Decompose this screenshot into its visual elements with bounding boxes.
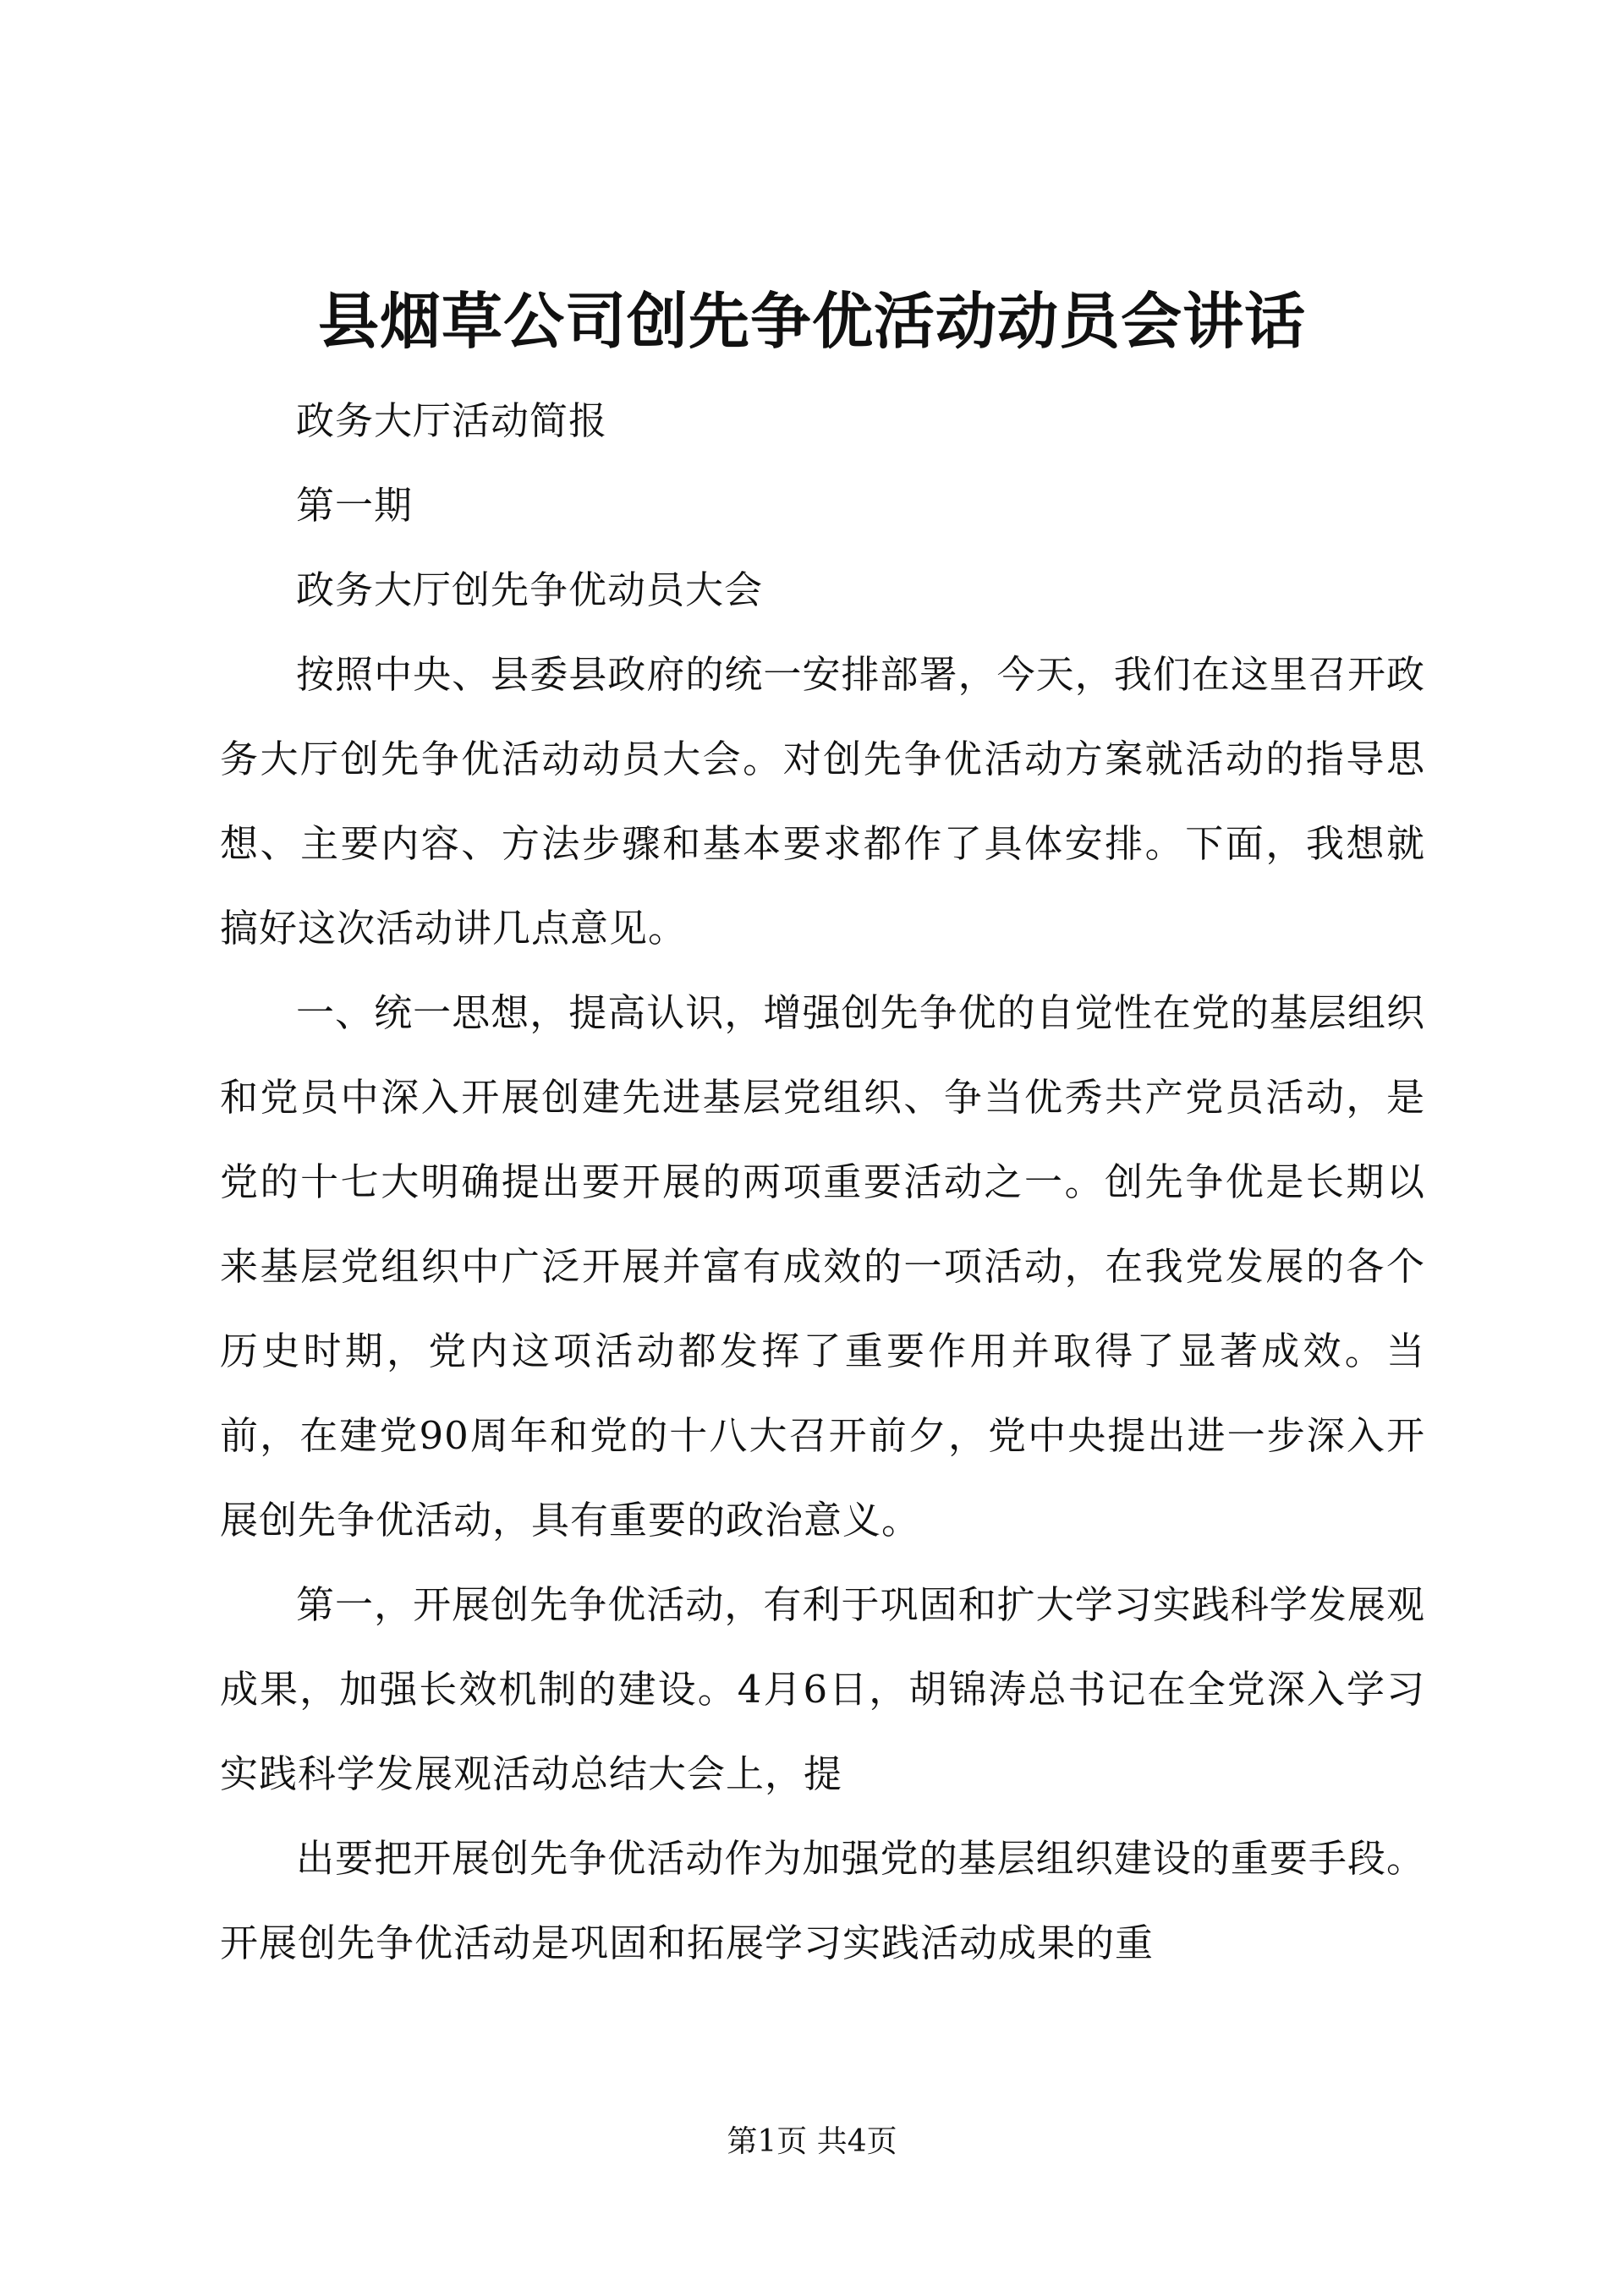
paragraph-continuation: 出要把开展创先争优活动作为加强党的基层组织建设的重要手段。开展创先争优活动是巩固和拓展学习实践活动成果的重 <box>220 1836 1425 1965</box>
paragraph-meeting-name: 政务大厅创先争优动员大会 <box>296 567 764 612</box>
document-body <box>220 379 1425 1986</box>
paragraph-section-one: 一、统一思想，提高认识，增强创先争优的自觉性在党的基层组织和党员中深入开展创建先进基层党组织、争当优秀共产党员活动，是党的十七大明确提出要开展的两项重要活动之一。创先争优是长期以来基层党组织中广泛开展并富有成效的一项活动，在我党发展的各个历史时期，党内这项活动都发挥了重要作用并取得了显著成效。当前，在建党90周年和党的十八大召开前夕，党中央提出进一步深入开展创先争优活动，具有重要的政治意义。 <box>220 990 1425 1543</box>
paragraph-intro: 按照中央、县委县政府的统一安排部署，今天，我们在这里召开政务大厅创先争优活动动员大会。对创先争优活动方案就活动的指导思想、主要内容、方法步骤和基本要求都作了具体安排。下面，我想就搞好这次活动讲几点意见。 <box>220 652 1425 951</box>
paragraph-bulletin-name: 政务大厅活动简报 <box>296 398 608 443</box>
paragraph-issue-number: 第一期 <box>296 483 414 528</box>
document-title: 县烟草公司创先争优活动动员会讲话 <box>317 285 1306 357</box>
paragraph-first-point: 第一，开展创先争优活动，有利于巩固和扩大学习实践科学发展观成果，加强长效机制的建设。4月6日，胡锦涛总书记在全党深入学习实践科学发展观活动总结大会上，提 <box>220 1582 1425 1796</box>
page-footer: 第1页 共4页 <box>727 2124 897 2159</box>
